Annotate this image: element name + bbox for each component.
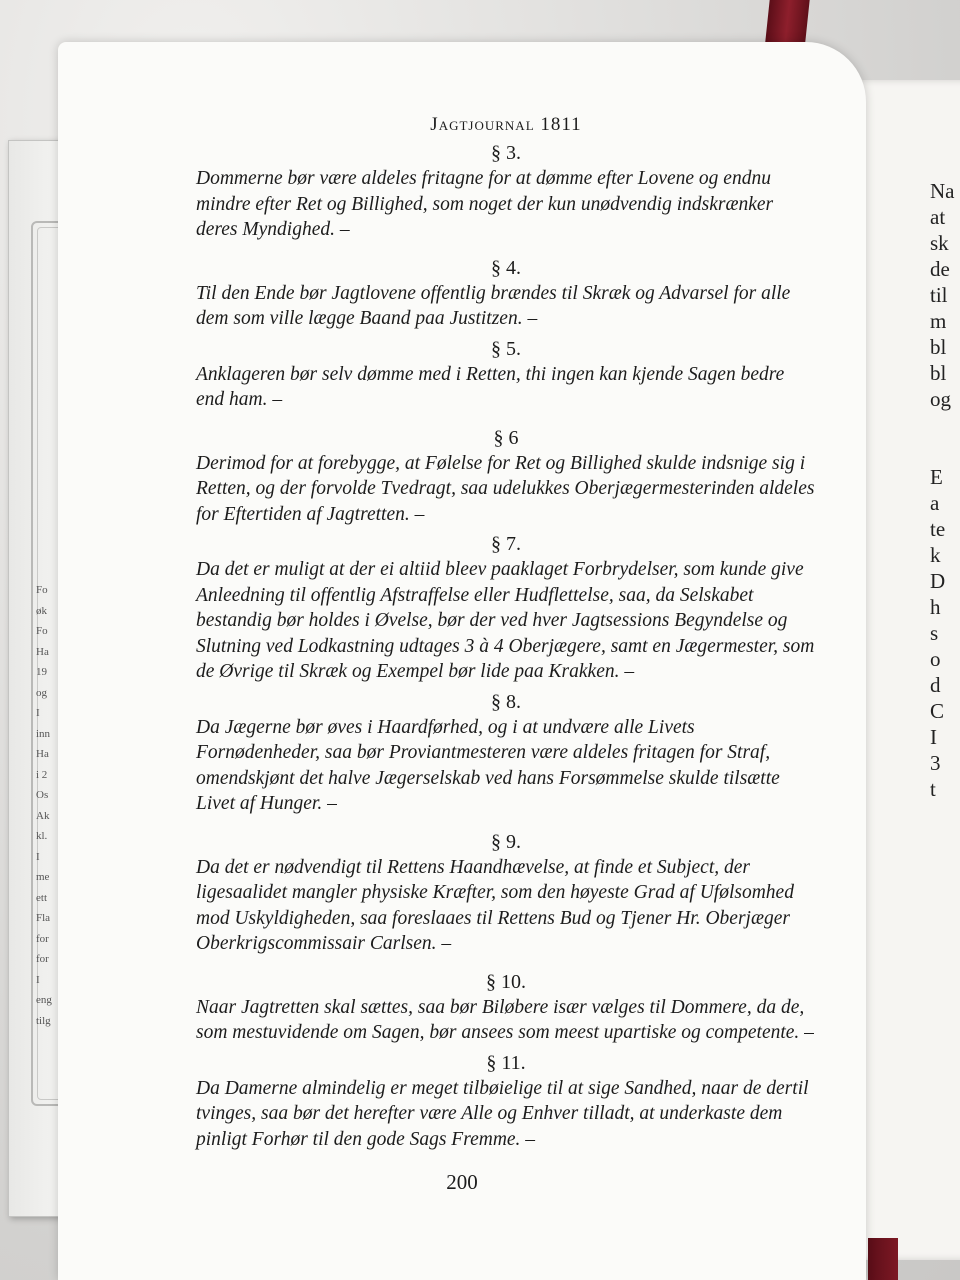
facing-page-text-fragments: Na at sk de til m bl bl og E a te k D h s o d C I 3 t xyxy=(930,179,955,801)
section-text: Da det er nødvendigt til Rettens Haandhævelse, at finde et Subject, der ligesaalidet mangler physiske Kræfter, som den høyeste Grad af Ufølsomhed mod Uskyldigheden, saa foreslaaes til Rettens Bud og Tjener Hr. Oberjæger Oberkrigscommissair Carlsen. – xyxy=(196,856,794,954)
book-page xyxy=(58,42,866,1280)
left-book-text-fragments: Fo øk Fo Ha 19 og I inn Ha i 2 Os Ak kl. I me ett Fla for for I eng tilg xyxy=(36,584,52,1027)
section-text: Derimod for at forebygge, at Følelse for Ret og Billighed skulde indsnige sig i Retten, og der forvolde Tvedragt, saa udelukkes Oberjægermesterinden aldeles for Eftertiden af Jagtretten. – xyxy=(196,452,815,525)
section-mark: § 8. xyxy=(491,690,521,713)
page-number: 200 xyxy=(446,1170,478,1194)
section-text: Naar Jagtretten skal sættes, saa bør Biløbere især vælges til Dommere, da de, som mestuvidende om Sagen, bør ansees som meest upartiske og competente. – xyxy=(196,996,814,1043)
section-mark: § 3. xyxy=(491,142,521,164)
section-mark: § 4. xyxy=(491,256,521,279)
section-text: Da det er muligt at der ei altiid bleev paaklaget Forbrydelser, som kunde give Anleedning til offentlig Afstraffelse eller Hudflettelse, saa, da Selskabet bestandig bør holdes i Øvelse, bør der ved hver Jagtsessions Begyndelse og Slutning ved Lodkastning udtages 3 à 4 Oberjægere, samt en Jægermester, som de Øvrige til Skræk og Exempel bør lide paa Krakken. – xyxy=(196,559,815,682)
section-mark: § 10. xyxy=(486,970,526,993)
running-head: Jagtjournal 1811 xyxy=(430,114,582,135)
section-text: Anklageren bør selv dømme med i Retten, thi ingen kan kjende Sagen bedre end ham. – xyxy=(196,363,785,410)
section-mark: § 6 xyxy=(493,426,519,449)
section-text: Til den Ende bør Jagtlovene offentlig brændes til Skræk og Advarsel for alle dem som ville lægge Baand paa Justitzen. – xyxy=(196,282,791,329)
section-text: Da Damerne almindelig er meget tilbøielige til at sige Sandhed, naar de dertil tvinges, saa bør det herefter være Alle og Enhver tilladt, at underkaste dem pinligt Forhør til den gode Sags Fremme. – xyxy=(196,1077,809,1150)
page-text-block xyxy=(196,114,816,1156)
section-mark: § 9. xyxy=(491,830,521,853)
bookmark-ribbon-bottom xyxy=(868,1238,898,1280)
section-text: Dommerne bør være aldeles fritagne for at dømme efter Lovene og endnu mindre efter Ret og Billighed, som noget der kun unødvendig indskrænker deres Myndighed. – xyxy=(196,168,774,240)
section-text: Da Jægerne bør øves i Haardførhed, og i at undvære alle Livets Fornødenheder, saa bør Proviantmesteren være aldeles fritagen for Straf, omendskjønt det halve Jægerselskab ved hans Forsømmelse skulde tilsætte Livet af Hunger. – xyxy=(196,716,780,814)
section-mark: § 5. xyxy=(491,337,521,360)
section-mark: § 7. xyxy=(491,533,521,555)
section-mark: § 11. xyxy=(486,1051,526,1074)
